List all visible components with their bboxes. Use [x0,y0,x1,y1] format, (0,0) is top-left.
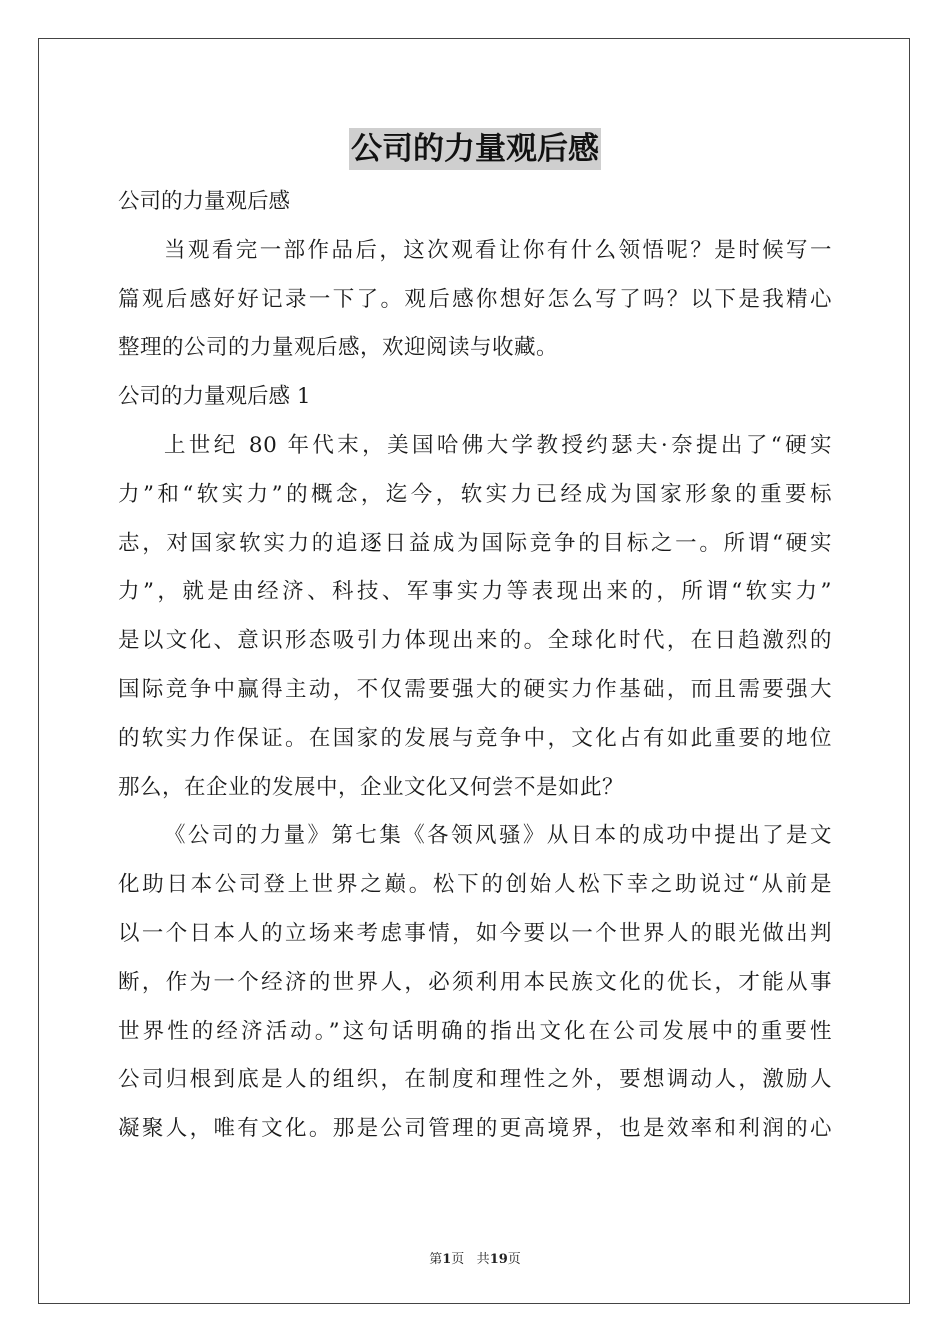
footer-total-prefix: 共 [476,1252,490,1267]
paragraph2-line: 世界性的经济活动。”这句话明确的指出文化在公司发展中的重要性 [118,1018,832,1044]
footer-page-suffix: 页 [451,1252,465,1267]
subtitle: 公司的力量观后感 [118,189,291,214]
document-body [118,178,832,1154]
paragraph1-line: 那么，在企业的发展中，企业文化又何尝不是如此？ [118,774,625,800]
paragraph2-line: 化助日本公司登上世界之巅。松下的创始人松下幸之助说过“从前是 [118,872,832,898]
document-title: 公司的力量观后感 [349,128,601,170]
intro-line: 篇观后感好好记录一下了。观后感你想好怎么写了吗？以下是我精心 [118,286,832,312]
intro-line: 当观看完一部作品后，这次观看让你有什么领悟呢？是时候写一 [164,237,832,263]
paragraph1-line: 力”和“软实力”的概念，迄今，软实力已经成为国家形象的重要标 [118,481,832,507]
current-page-number: 1 [442,1252,452,1267]
footer-prefix: 第 [429,1252,443,1267]
paragraph1-line: 力”，就是由经济、科技、军事实力等表现出来的，所谓“软实力” [118,579,832,605]
paragraph1-line: 的软实力作保证。在国家的发展与竞争中，文化占有如此重要的地位 [118,725,832,751]
section-heading: 公司的力量观后感 1 [118,384,311,410]
title-container [0,128,950,170]
page-footer [0,1248,950,1267]
paragraph2-line: 《公司的力量》第七集《各领风骚》从日本的成功中提出了是文 [164,823,832,849]
paragraph1-line: 上世纪 80 年代末，美国哈佛大学教授约瑟夫·奈提出了“硬实 [164,432,832,458]
paragraph2-line: 以一个日本人的立场来考虑事情，如今要以一个世界人的眼光做出判 [118,920,832,946]
paragraph1-line: 志，对国家软实力的追逐日益成为国际竞争的目标之一。所谓“硬实 [118,530,832,556]
paragraph2-line: 断，作为一个经济的世界人，必须利用本民族文化的优长，才能从事 [118,969,832,995]
paragraph1-line: 是以文化、意识形态吸引力体现出来的。全球化时代，在日趋激烈的 [118,628,832,654]
footer-total-suffix: 页 [507,1252,521,1267]
paragraph2-line: 公司归根到底是人的组织，在制度和理性之外，要想调动人，激励人 [118,1067,832,1093]
intro-line: 整理的公司的力量观后感，欢迎阅读与收藏。 [118,335,559,361]
paragraph1-line: 国际竞争中赢得主动，不仅需要强大的硬实力作基础，而且需要强大 [118,676,832,702]
total-pages-number: 19 [489,1252,508,1267]
paragraph2-line: 凝聚人，唯有文化。那是公司管理的更高境界，也是效率和利润的心 [118,1116,832,1142]
